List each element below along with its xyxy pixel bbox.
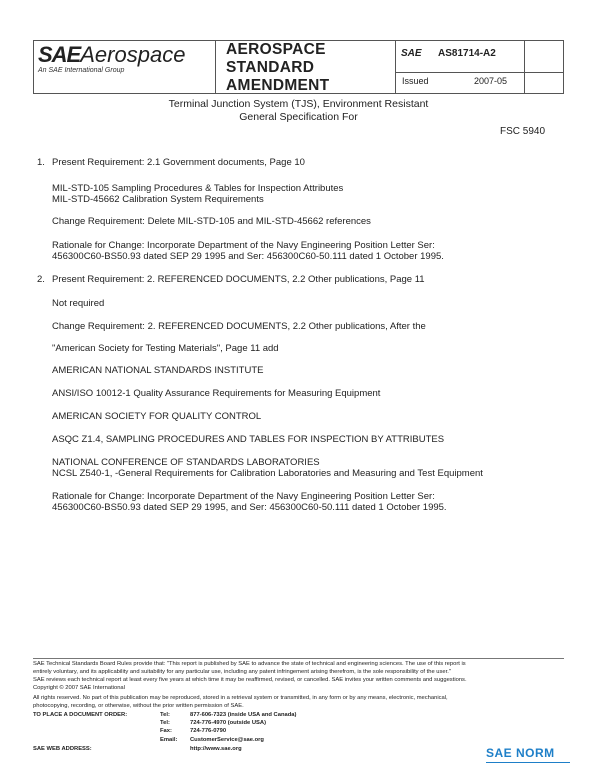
fsc-code: FSC 5940 bbox=[500, 126, 546, 137]
present-requirement: Present Requirement: 2. REFERENCED DOCUMENTS, 2.2 Other publications, Page 11 bbox=[52, 274, 425, 285]
rights-notice: photocopying, recording, or otherwise, without the prior written permission of SAE. bbox=[33, 703, 244, 709]
email-link[interactable]: CustomerService@sae.org bbox=[190, 737, 264, 743]
tel-value: 877-606-7323 (inside USA and Canada) bbox=[190, 712, 297, 718]
organization-document: ANSI/ISO 10012-1 Quality Assurance Requirements for Measuring Equipment bbox=[52, 388, 381, 399]
tel-label: Tel: bbox=[160, 712, 170, 718]
rights-notice: All rights reserved. No part of this publication may be reproduced, stored in a retrieval system or transmitted, in any form or by any means, electronic, mechanical, bbox=[33, 695, 448, 701]
rationale-line: Rationale for Change: Incorporate Department of the Navy Engineering Position Letter Ser: bbox=[52, 240, 435, 251]
badge-underline bbox=[486, 762, 570, 763]
issued-date: 2007-05 bbox=[474, 76, 508, 86]
email-label: Email: bbox=[160, 737, 178, 743]
not-required-text: Not required bbox=[52, 298, 105, 309]
organization-document: NCSL Z540-1, -General Requirements for Calibration Laboratories and Measuring and Test Equipment bbox=[52, 468, 483, 479]
rationale-line: Rationale for Change: Incorporate Department of the Navy Engineering Position Letter Ser: bbox=[52, 491, 435, 502]
document-title: Terminal Junction System (TJS), Environment Resistant bbox=[168, 98, 429, 110]
reference-item: MIL-STD-105 Sampling Procedures & Tables for Inspection Attributes bbox=[52, 183, 344, 194]
organization-name: AMERICAN SOCIETY FOR QUALITY CONTROL bbox=[52, 411, 262, 422]
title-line: AMENDMENT bbox=[226, 77, 330, 94]
logo-aerospace-text: Aerospace bbox=[80, 42, 186, 67]
header-divider bbox=[524, 40, 525, 94]
reference-item: MIL-STD-45662 Calibration System Requirements bbox=[52, 194, 264, 205]
logo-sae-text: SAE bbox=[38, 42, 81, 67]
logo-tagline: An SAE International Group bbox=[38, 67, 125, 74]
after-text: "American Society for Testing Materials", Page 11 add bbox=[52, 343, 279, 354]
order-label: TO PLACE A DOCUMENT ORDER: bbox=[33, 712, 128, 718]
organization-name: AMERICAN NATIONAL STANDARDS INSTITUTE bbox=[52, 365, 264, 376]
rationale-line: 456300C60-BS50.93 dated SEP 29 1995 and Ser: 456300C60-50.111 dated 1 October 1995. bbox=[52, 251, 444, 262]
header-divider bbox=[395, 72, 564, 73]
change-requirement: Change Requirement: Delete MIL-STD-105 and MIL-STD-45662 references bbox=[52, 216, 371, 227]
header-divider bbox=[395, 40, 396, 94]
section-number: 1. bbox=[37, 157, 45, 168]
document-number: AS81714-A2 bbox=[438, 48, 496, 59]
sae-norm-badge bbox=[486, 744, 555, 762]
board-rules: SAE Technical Standards Board Rules provide that: "This report is published by SAE to advance the state of technical and engineering sciences. The use of this report is bbox=[33, 661, 466, 667]
web-link[interactable]: http://www.sae.org bbox=[190, 746, 242, 752]
tel-value: 724-776-4970 (outside USA) bbox=[190, 720, 267, 726]
badge-text: SAE NORM bbox=[486, 746, 555, 760]
sae-aerospace-logo bbox=[38, 44, 185, 74]
fax-value: 724-776-0790 bbox=[190, 728, 227, 734]
doc-prefix-logo: SAE bbox=[401, 48, 422, 59]
section-number: 2. bbox=[37, 274, 45, 285]
board-rules: entirely voluntary, and its applicability and suitability for any particular use, including any patent infringement arising therefrom, is the sole responsibility of the user." bbox=[33, 669, 451, 675]
document-type-title bbox=[226, 41, 329, 95]
document-subtitle: General Specification For bbox=[239, 111, 358, 123]
organization-name: NATIONAL CONFERENCE OF STANDARDS LABORATORIES bbox=[52, 457, 320, 468]
title-line: STANDARD bbox=[226, 59, 315, 76]
change-requirement: Change Requirement: 2. REFERENCED DOCUMENTS, 2.2 Other publications, After the bbox=[52, 321, 426, 332]
web-label: SAE WEB ADDRESS: bbox=[33, 746, 92, 752]
review-notice: SAE reviews each technical report at least every five years at which time it may be reaffirmed, revised, or cancelled. SAE invites your written comments and suggestions. bbox=[33, 677, 467, 683]
rationale-line: 456300C60-BS50.93 dated SEP 29 1995, and Ser: 456300C60-50.111 dated 1 October 1995. bbox=[52, 502, 447, 513]
issued-label: Issued bbox=[402, 76, 429, 86]
fax-label: Fax: bbox=[160, 728, 172, 734]
footer-rule bbox=[33, 658, 564, 659]
header-divider bbox=[215, 40, 216, 94]
organization-document: ASQC Z1.4, SAMPLING PROCEDURES AND TABLES FOR INSPECTION BY ATTRIBUTES bbox=[52, 434, 445, 445]
copyright-notice: Copyright © 2007 SAE International bbox=[33, 685, 125, 691]
tel-label: Tel: bbox=[160, 720, 170, 726]
present-requirement: Present Requirement: 2.1 Government documents, Page 10 bbox=[52, 157, 305, 168]
title-line: AEROSPACE bbox=[226, 41, 326, 58]
